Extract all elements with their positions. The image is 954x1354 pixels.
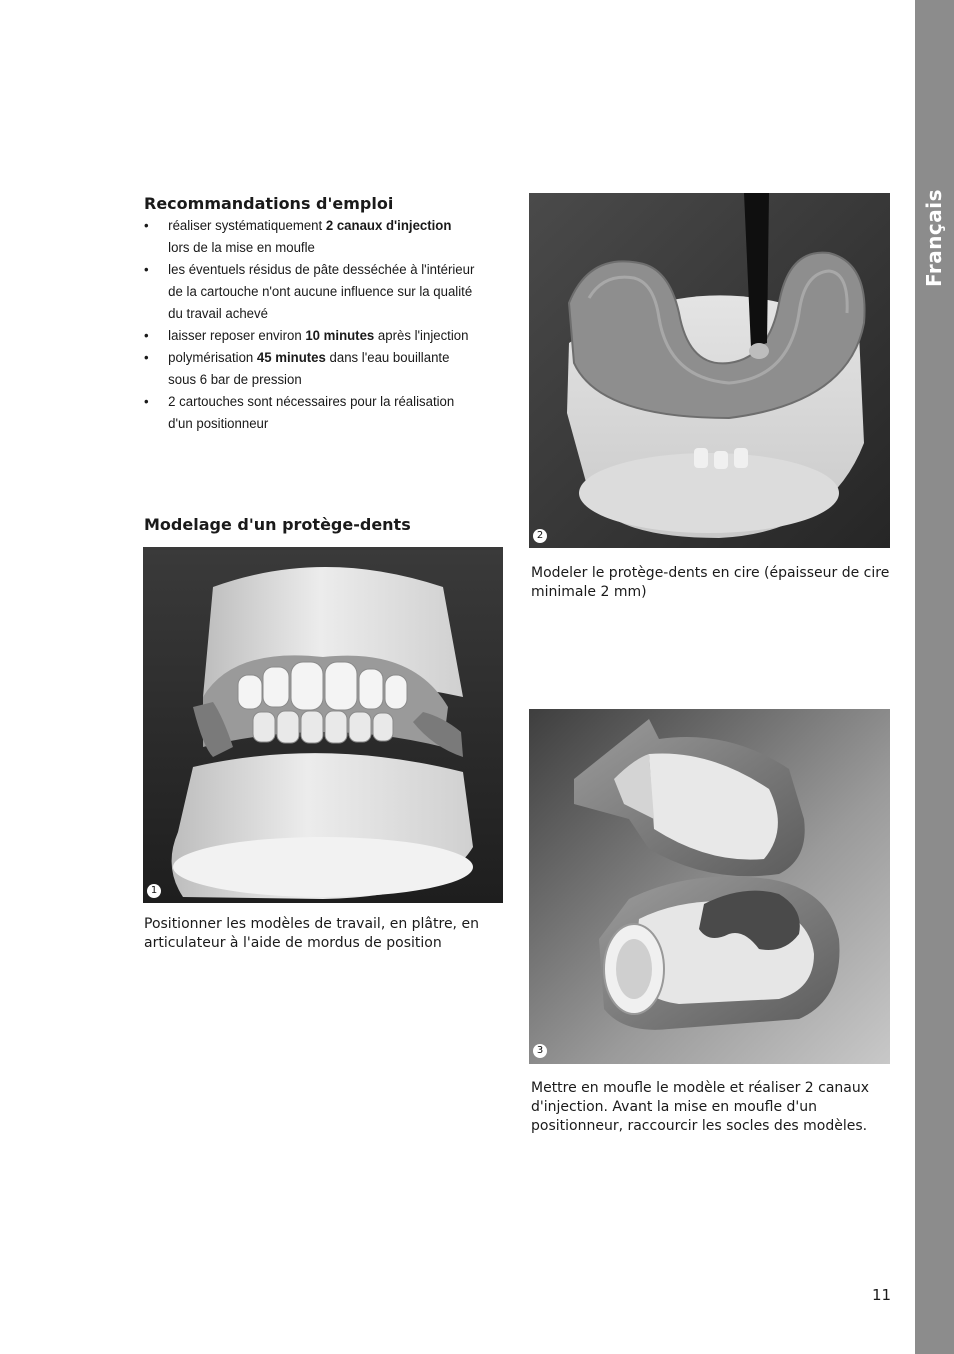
language-tab-label: Français — [922, 188, 946, 288]
section-heading-modelage: Modelage d'un protège-dents — [144, 515, 411, 534]
bullet-icon: • — [144, 394, 149, 410]
bullet-icon: • — [144, 262, 149, 278]
figure-2-photo — [529, 193, 890, 548]
figure-3-photo — [529, 709, 890, 1064]
figure-1-number-badge: 1 — [147, 884, 161, 898]
list-item: • polymérisation 45 minutes dans l'eau bouillante sous 6 bar de pression — [144, 347, 488, 391]
list-item: • les éventuels résidus de pâte desséchée à l'intérieur de la cartouche n'ont aucune influence sur la qualité du travail achevé — [144, 259, 488, 325]
figure-3-number-badge: 3 — [533, 1044, 547, 1058]
list-item: • réaliser systématiquement 2 canaux d'injection lors de la mise en moufle — [144, 215, 488, 259]
figure-3-caption: Mettre en moufle le modèle et réaliser 2 canaux d'injection. Avant la mise en moufle d'un positionneur, raccourcir les socles des modèles. — [531, 1080, 870, 1134]
bullet-icon: • — [144, 328, 149, 344]
page-number: 11 — [872, 1286, 892, 1304]
figure-1-caption: Positionner les modèles de travail, en plâtre, en articulateur à l'aide de mordus de position — [144, 916, 479, 951]
figure-2-caption: Modeler le protège-dents en cire (épaisseur de cire minimale 2 mm) — [531, 565, 890, 600]
figure-2-number-badge: 2 — [533, 529, 547, 543]
figure-1-photo — [143, 547, 503, 903]
section-heading-recommandations: Recommandations d'emploi — [144, 194, 394, 213]
list-item: • laisser reposer environ 10 minutes après l'injection — [144, 325, 488, 347]
recommandations-list — [144, 215, 488, 435]
bullet-icon: • — [144, 350, 149, 366]
bullet-icon: • — [144, 218, 149, 234]
list-item: • 2 cartouches sont nécessaires pour la réalisation d'un positionneur — [144, 391, 488, 435]
